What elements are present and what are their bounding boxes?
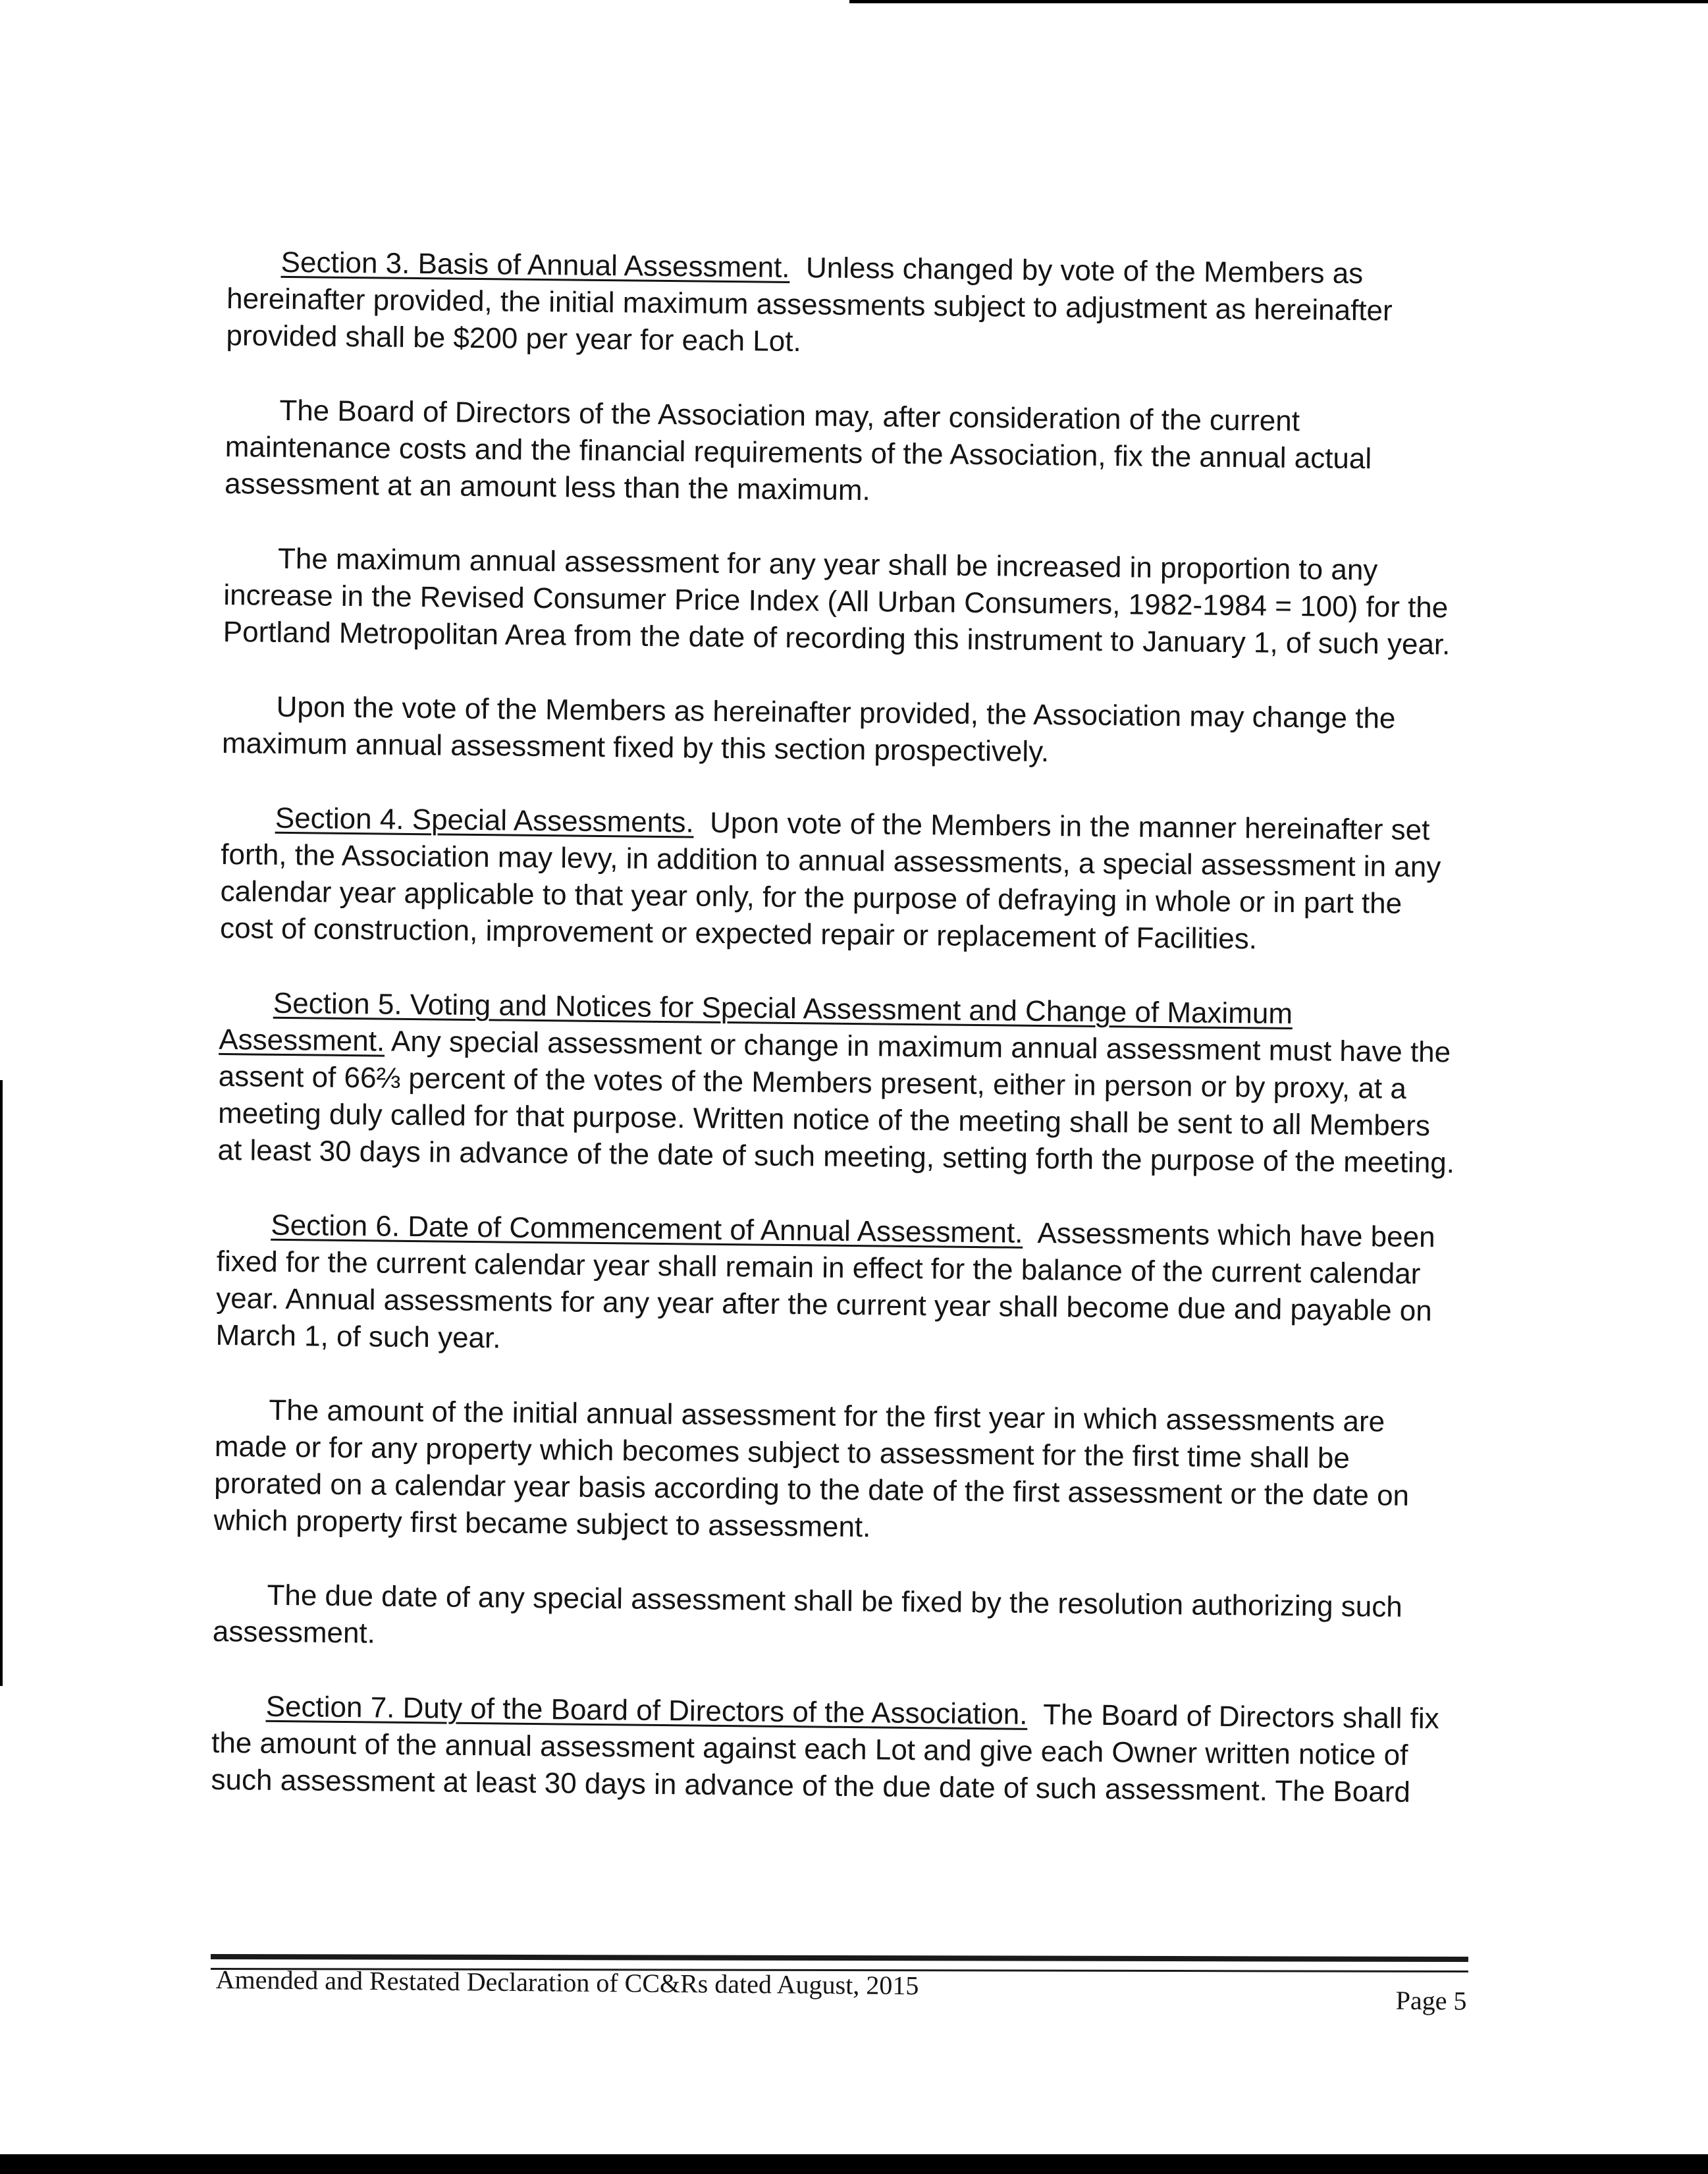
section-heading: Section 5. Voting and Notices for Special Assessment and Change of Maximum Assessment.	[219, 987, 1293, 1058]
paragraph-text: Unless changed by vote of the Members as hereinafter provided, the initial maximum assessments subject to adjustment as hereinafter provided shall be $200 per year for each Lot.	[226, 252, 1393, 358]
paragraph-text: Assessments which have been fixed for the current calendar year shall remain in effect for the balance of the current calendar year. Annual assessments for any year after the current year shall become due and payable on March 1, of such year.	[215, 1216, 1435, 1355]
paragraph-initial-assessment	[213, 1392, 1453, 1552]
paragraph-text: Upon the vote of the Members as hereinafter provided, the Association may change the maximum annual assessment fixed by this section prospectively.	[221, 690, 1396, 769]
paragraph-text: Any special assessment or change in maximum annual assessment must have the assent of 66⅔ percent of the votes of the Members present, either in person or by proxy, at a meeting duly called for that purpose. Written notice of the meeting shall be sent to all Members at least 30 days in advance of the date of such meeting, setting forth the purpose of the meeting.	[217, 1025, 1455, 1180]
paragraph-text: The amount of the initial annual assessment for the first year in which assessments are made or for any property which becomes subject to assessment for the first time shall be prorated on a calendar year basis according to the date of the first assessment or the date on which property first became subject to assessment.	[213, 1394, 1410, 1544]
paragraph-text: The due date of any special assessment shall be fixed by the resolution authorizing such assessment.	[212, 1579, 1403, 1650]
paragraph-text: Upon vote of the Members in the manner hereinafter set forth, the Association may levy, in addition to annual assessments, a special assessment in any calendar year applicable to that year only, for the purpose of defraying in whole or in part the cost of construction, improvement or expected repair or replacement of Facilities.	[219, 806, 1441, 956]
section-heading: Section 3. Basis of Annual Assessment.	[280, 246, 790, 284]
paragraph-board-actual-assessment	[225, 392, 1464, 516]
section-heading: Section 4. Special Assessments.	[275, 802, 694, 839]
document-body	[211, 244, 1465, 1849]
scan-edge-bottom	[0, 2154, 1708, 2174]
paragraph-change-maximum	[222, 688, 1460, 775]
paragraph-section-7	[211, 1688, 1450, 1812]
paragraph-section-5	[217, 985, 1457, 1182]
paragraph-text: The Board of Directors of the Association may, after consideration of the current maintenance costs and the financial requirements of the Association, fix the annual actual assessment at an amount less than the maximum.	[224, 394, 1372, 507]
scan-edge-top	[849, 0, 1708, 3]
paragraph-text: The maximum annual assessment for any year shall be increased in proportion to any increase in the Revised Consumer Price Index (All Urban Consumers, 1982-1984 = 100) for the Portland Metropolitan Area from the date of recording this instrument to January 1, of such year.	[223, 542, 1451, 661]
scan-edge-left	[0, 1080, 3, 1686]
footer-page-number: Page 5	[1395, 1985, 1467, 2016]
paragraph-cpi-increase	[223, 540, 1462, 664]
paragraph-text: The Board of Directors shall fix the amount of the annual assessment against each Lot and give each Owner written notice of such assessment at least 30 days in advance of the due date of such assessment. The Board	[211, 1698, 1439, 1808]
paragraph-section-3	[226, 244, 1465, 367]
section-heading: Section 7. Duty of the Board of Directors of the Association.	[265, 1690, 1028, 1731]
section-heading: Section 6. Date of Commencement of Annual Assessment.	[271, 1209, 1023, 1249]
paragraph-section-4	[220, 800, 1459, 960]
paragraph-special-due-date	[213, 1577, 1451, 1664]
paragraph-section-6	[215, 1207, 1454, 1367]
footer-document-title: Amended and Restated Declaration of CC&Rs dated August, 2015	[215, 1965, 919, 2001]
